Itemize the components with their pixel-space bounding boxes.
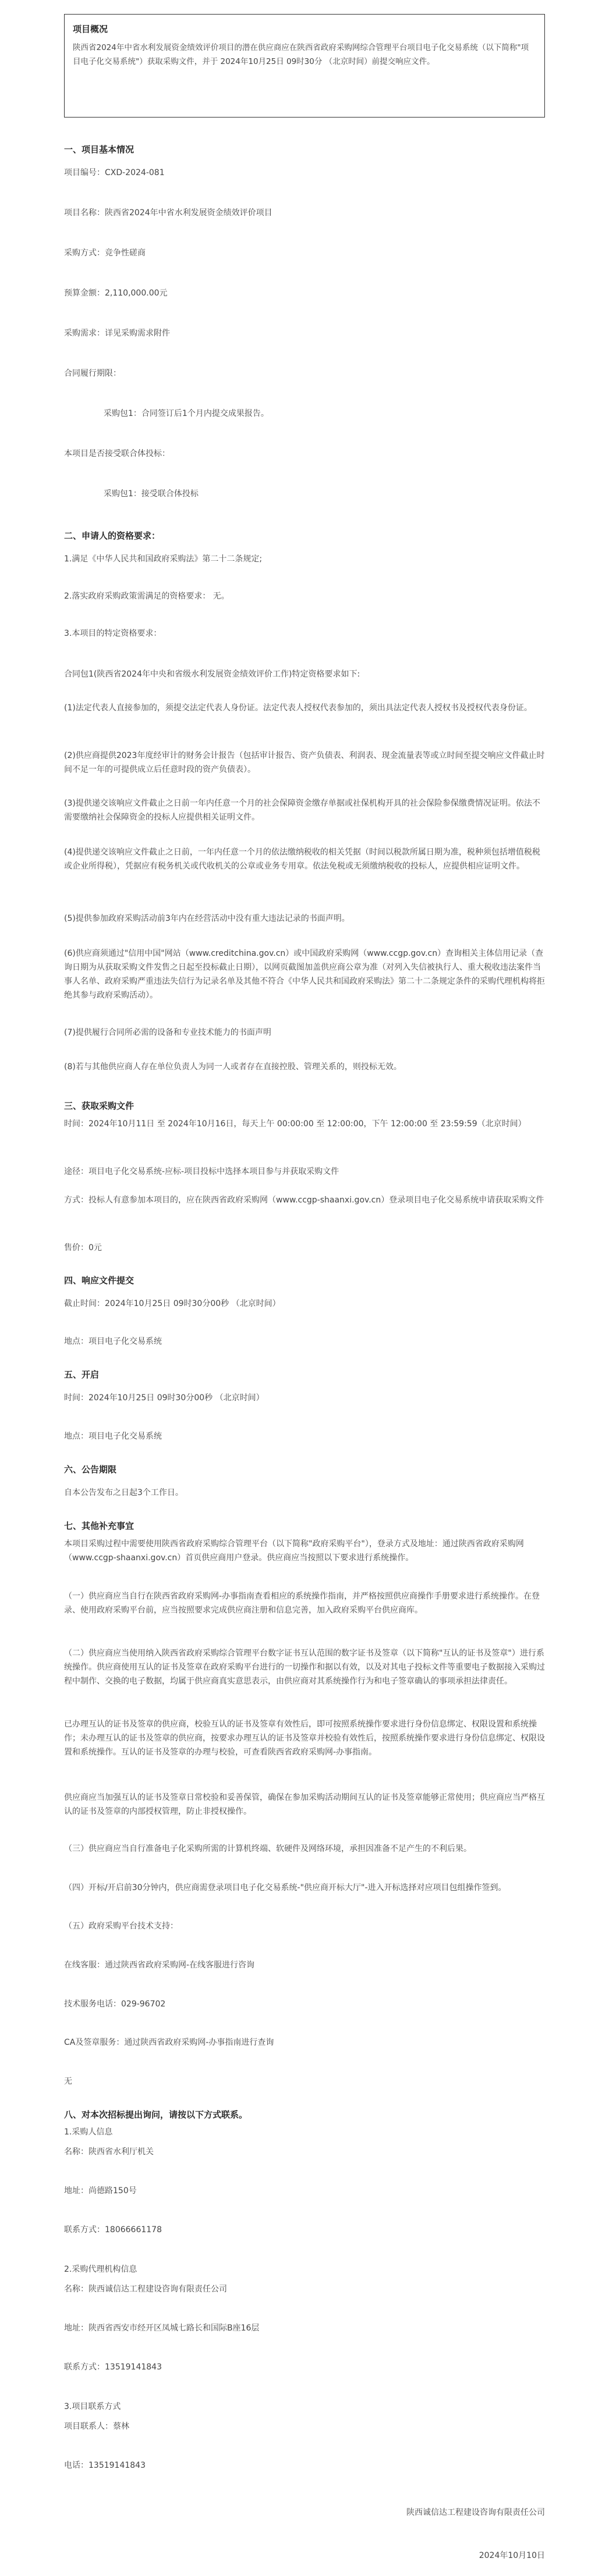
announcement-period: 自本公告发布之日起3个工作日。 <box>64 1488 183 1497</box>
supplement-item-5: （五）政府采购平台技术支持： <box>64 1922 178 1931</box>
obtain-method: 方式：投标人有意参加本项目的，应在陕西省政府采购网（www.ccgp-shaanxi.gov.cn）登录项目电子化交易系统申请获取采购文件 <box>64 1196 544 1205</box>
section-2-heading: 二、申请人的资格要求： <box>64 531 161 541</box>
qualification-item-1: (1)法定代表人直接参加的，须提交法定代表人身份证。法定代表人授权代表参加的，须出具法定代表人授权书及授权代表身份证。 <box>64 703 532 713</box>
consortium-package-1: 采购包1：接受联合体投标 <box>104 489 199 499</box>
agency-name: 名称：陕西诚信达工程建设咨询有限责任公司 <box>64 2285 227 2294</box>
section-4-heading: 四、响应文件提交 <box>64 1275 134 1286</box>
procurement-method: 采购方式：竞争性磋商 <box>64 248 146 258</box>
section-7-heading: 七、其他补充事宜 <box>64 1521 134 1531</box>
qualification-item-6: (6)供应商须通过"信用中国"网站（www.creditchina.gov.cn）或中国政府采购网（www.ccgp.gov.cn）查询相关主体信用记录（查询日期为从获取采购文件发售之日起至投标截止日期），以网页截图加盖供应商公章为准（对列入失信被执行人、重大税收违法案件当事人名单、政府采购严重违法失信行为记录名单及其他不符合《中华人民共和国政府采购法》第二十二条规定条件的采购代理机构将拒绝其参与政府采购活动）。 <box>64 949 545 1000</box>
submission-deadline: 截止时间：2024年10月25日 09时30分00秒 （北京时间） <box>64 1299 281 1308</box>
ca-signature-service: CA及签章服务：通过陕西省政府采购网-办事指南进行查询 <box>64 2038 274 2047</box>
online-service: 在线客服：通过陕西省政府采购网-在线客服进行咨询 <box>64 1961 255 1970</box>
purchaser-contact: 联系方式：18066661178 <box>64 2225 162 2235</box>
qualification-item-7: (7)提供履行合同所必需的设备和专业技术能力的书面声明 <box>64 1028 271 1037</box>
contract-period-label: 合同履行期限： <box>64 369 121 378</box>
purchaser-address: 地址：尚德路150号 <box>64 2186 137 2196</box>
summary-title: 项目概况 <box>73 24 108 34</box>
tech-support-phone: 技术服务电话：029-96702 <box>64 1999 166 2009</box>
qualification-3: 3.本项目的特定资格要求： <box>64 629 162 638</box>
section-8-heading: 八、对本次招标提出询问，请按以下方式联系。 <box>64 2109 248 2120</box>
qualification-item-2: (2)供应商提供2023年度经审计的财务会计报告（包括审计报告、资产负债表、利润表、现金流量表等或立时间至提交响应文件截止时间不足一年的可提供成立后任意时段的资产负债表）。 <box>64 751 545 774</box>
project-name: 项目名称：陕西省2024年中省水利发展资金绩效评价项目 <box>64 208 272 218</box>
qualification-1: 1.满足《中华人民共和国政府采购法》第二十二条规定; <box>64 554 263 564</box>
submission-place: 地点：项目电子化交易系统 <box>64 1337 162 1346</box>
project-number: 项目编号：CXD-2024-081 <box>64 168 165 177</box>
agency-address: 地址：陕西省西安市经开区凤城七路长和国际B座16层 <box>64 2324 260 2333</box>
project-contact-phone: 电话：13519141843 <box>64 2461 146 2470</box>
supplement-item-2: （二）供应商应当使用纳入陕西省政府采购综合管理平台数字证书互认范围的数字证书及签章（以下简称"互认的证书及签章"）进行系统操作。供应商使用互认的证书及签章在政府采购平台进行的一切操作和据以有效，以及对其电子投标文件等重要电子数据接入采购过程中制作、交换的电子数据，均属于供应商真实意思表示，由供应商对其系统操作行为和电子签章确认的事项承担法律责任。 <box>64 1649 545 1686</box>
issue-date: 2024年10月10日 <box>479 2551 545 2560</box>
section-1-heading: 一、项目基本情况 <box>64 144 134 155</box>
procurement-needs: 采购需求：详见采购需求附件 <box>64 329 170 338</box>
issuer-org: 陕西诚信达工程建设咨询有限责任公司 <box>406 2508 545 2517</box>
section-3-heading: 三、获取采购文件 <box>64 1101 134 1111</box>
qualification-item-5: (5)提供参加政府采购活动前3年内在经营活动中没有重大违法记录的书面声明。 <box>64 914 350 923</box>
supplement-certificate-keep: 供应商应当加强互认的证书及签章日常校验和妥善保管，确保在参加采购活动期间互认的证书及签章能够正常使用；供应商应当严格互认的证书及签章的内部授权管理，防止非授权操作。 <box>64 1793 545 1816</box>
supplement-intro: 本项目采购过程中需要使用陕西省政府采购综合管理平台（以下简称"政府采购平台"），登录方式及地址：通过陕西省政府采购网（www.ccgp-shaanxi.gov.cn）首页供应商用户登录。供应商应当按照以下要求进行系统操作。 <box>64 1539 524 1563</box>
qualification-item-8: (8)若与其他供应商人存在单位负责人为同一人或者存在直接控股、管理关系的，则投标无效。 <box>64 1062 402 1072</box>
agency-info-label: 2.采购代理机构信息 <box>64 2265 137 2274</box>
obtain-way: 途径：项目电子化交易系统-应标-项目投标中选择本项目参与并获取采购文件 <box>64 1167 339 1176</box>
obtain-time: 时间：2024年10月11日 至 2024年10月16日，每天上午 00:00:00 至 12:00:00，下午 12:00:00 至 23:59:59（北京时间） <box>64 1119 526 1129</box>
purchaser-info-label: 1.采购人信息 <box>64 2127 113 2137</box>
supplement-certificate-note: 已办理互认的证书及签章的供应商，校验互认的证书及签章有效性后，即可按照系统操作要求进行身份信息绑定、权限设置和系统操作；未办理互认的证书及签章的供应商，按要求办理互认的证书及签章并校验有效性后，按照系统操作要求进行身份信息绑定、权限设置和系统操作。互认的证书及签章的办理与校验，可查看陕西省政府采购网-办事指南。 <box>64 1720 545 1757</box>
section-6-heading: 六、公告期限 <box>64 1464 117 1475</box>
project-summary-box <box>64 14 545 118</box>
purchaser-name: 名称：陕西省水利厅机关 <box>64 2147 154 2157</box>
consortium-label: 本项目是否接受联合体投标： <box>64 449 170 458</box>
supplement-item-4: （四）开标/开启前30分钟内，供应商需登录项目电子化交易系统-"供应商开标大厅"-进入开标选择对应项目包组操作签到。 <box>64 1883 507 1892</box>
agency-contact: 联系方式：13519141843 <box>64 2362 162 2372</box>
supplement-none: 无 <box>64 2077 72 2086</box>
qualification-item-4: (4)提供递交该响应文件截止之日前，一年内任意一个月的依法缴纳税收的相关凭据（时间以税款所属日期为准，税种须包括增值税税或企业所得税），凭据应有税务机关或代收机关的公章或业务专用章。依法免税或无须缴纳税收的投标人，应提供相应证明文件。 <box>64 848 540 871</box>
supplement-item-3: （三）供应商应当自行准备电子化采购所需的计算机终端、软硬件及网络环境，承担因准备不足产生的不利后果。 <box>64 1844 472 1853</box>
section-5-heading: 五、开启 <box>64 1369 100 1380</box>
document-price: 售价：0元 <box>64 1243 102 1253</box>
project-contact-label: 3.项目联系方式 <box>64 2402 121 2411</box>
qualification-2: 2.落实政府采购政策需满足的资格要求： 无。 <box>64 592 229 601</box>
opening-place: 地点：项目电子化交易系统 <box>64 1432 162 1441</box>
budget-amount: 预算金额：2,110,000.00元 <box>64 289 168 298</box>
qualification-package-intro: 合同包1(陕西省2024年中央和省级水利发展资金绩效评价工作)特定资格要求如下: <box>64 670 360 679</box>
supplement-item-1: （一）供应商应当自行在陕西省政府采购网-办事指南查看相应的系统操作指南，并严格按照供应商操作手册要求进行系统操作。在登录、使用政府采购平台前，应当按照要求完成供应商注册和信息完善，加入政府采购平台供应商库。 <box>64 1592 540 1615</box>
summary-text: 陕西省2024年中省水利发展资金绩效评价项目的潜在供应商应在陕西省政府采购网综合管理平台项目电子化交易系统（以下简称"项目电子化交易系统"）获取采购文件，并于 2024年10月25日 09时30分 （北京时间）前提交响应文件。 <box>73 43 529 66</box>
qualification-item-3: (3)提供递交该响应文件截止之日前一年内任意一个月的社会保障资金缴存单据或社保机构开具的社会保险参保缴费情况证明。依法不需要缴纳社会保障资金的投标人应提供相关证明文件。 <box>64 799 540 822</box>
contract-period-package-1: 采购包1：合同签订后1个月内提交成果报告。 <box>104 409 269 418</box>
opening-time: 时间：2024年10月25日 09时30分00秒 （北京时间） <box>64 1393 264 1403</box>
project-contact-person: 项目联系人：蔡林 <box>64 2422 129 2431</box>
